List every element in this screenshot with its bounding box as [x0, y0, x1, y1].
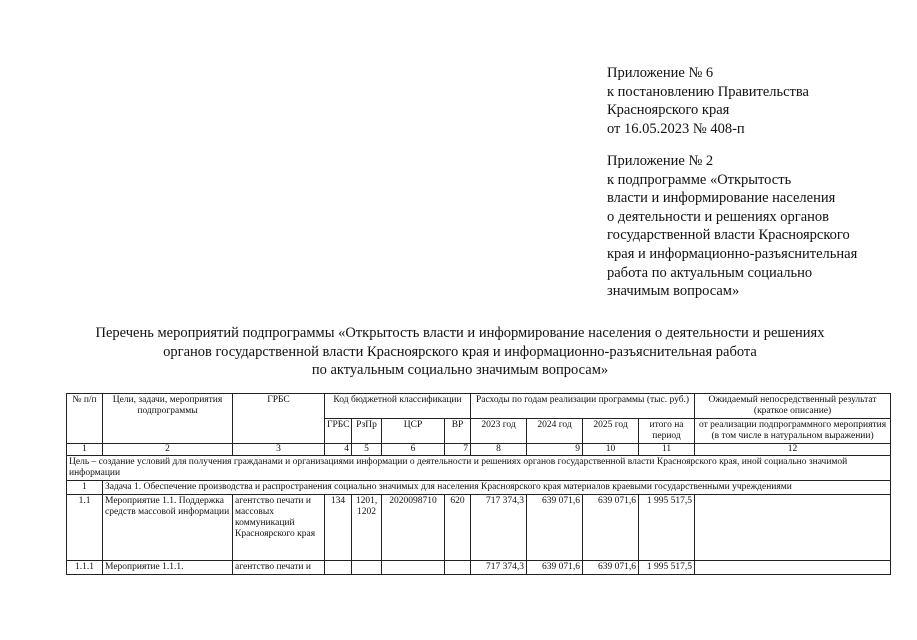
appendix-2-line: к подпрограмме «Открытость: [607, 171, 792, 188]
subheader-total: итого на период: [639, 419, 695, 444]
row-grbs: агентство печати и: [233, 561, 325, 575]
subheader-result: от реализации подпрограммного мероприятия (в том числе в натуральном выражении): [695, 419, 891, 444]
row-2023: 717 374,3: [471, 561, 527, 575]
document-heading: [40, 324, 880, 380]
column-number: 10: [583, 444, 639, 456]
task-text: Задача 1. Обеспечение производства и распространения социально значимых для населения Красноярского края материалов краевыми государственными учреждениями: [103, 481, 891, 495]
row-vr: 620: [445, 495, 471, 561]
column-number: 2: [103, 444, 233, 456]
goal-row: [67, 456, 891, 481]
appendix-6-line: к постановлению Правительства: [607, 83, 809, 100]
column-numbers-row: [67, 444, 891, 456]
row-rzpr: [352, 561, 382, 575]
appendix-6-line: от 16.05.2023 № 408-п: [607, 120, 745, 137]
header-budget-code: Код бюджетной классификации: [325, 394, 471, 419]
appendix-6-line: Красноярского края: [607, 102, 730, 119]
appendix-2-line: Приложение № 2: [607, 153, 714, 169]
appendix-2-block: [607, 152, 857, 301]
column-number: 8: [471, 444, 527, 456]
heading-line: органов государственной власти Красноярского края и информационно-разъяснительная работа: [163, 343, 757, 360]
row-2024: 639 071,6: [527, 561, 583, 575]
appendix-2-line: государственной власти Красноярского: [607, 227, 850, 244]
task-row: [67, 481, 891, 495]
row-result: [695, 495, 891, 561]
subheader-csr: ЦСР: [382, 419, 445, 444]
appendix-2-line: о деятельности и решениях органов: [607, 208, 829, 225]
column-number: 4: [325, 444, 352, 456]
row-num: 1.1.1: [67, 561, 103, 575]
row-code-grbs: [325, 561, 352, 575]
row-activity: Мероприятие 1.1. Поддержка средств массовой информации: [103, 495, 233, 561]
row-total: 1 995 517,5: [639, 495, 695, 561]
appendix-2-line: работа по актуальным социально: [607, 264, 813, 281]
column-number: 11: [639, 444, 695, 456]
row-2025: 639 071,6: [583, 495, 639, 561]
table-row: [67, 561, 891, 575]
appendix-6-line: Приложение № 6: [607, 65, 714, 81]
appendix-2-line: значимым вопросам»: [607, 283, 740, 300]
activities-table: [66, 393, 891, 575]
column-number: 12: [695, 444, 891, 456]
task-num: 1: [67, 481, 103, 495]
row-vr: [445, 561, 471, 575]
table-header-row: [67, 394, 891, 419]
header-grbs: ГРБС: [233, 394, 325, 444]
subheader-2025: 2025 год: [583, 419, 639, 444]
column-number: 6: [382, 444, 445, 456]
row-csr: [382, 561, 445, 575]
column-number: 3: [233, 444, 325, 456]
goal-text: Цель – создание условий для получения гражданами и организациями информации о деятельности и решениях органов государственной власти Красноярского края, иной социально значимой информации: [67, 456, 891, 481]
subheader-2024: 2024 год: [527, 419, 583, 444]
row-code-grbs: 134: [325, 495, 352, 561]
row-total: 1 995 517,5: [639, 561, 695, 575]
header-result: Ожидаемый непосредственный результат (краткое описание): [695, 394, 891, 419]
row-num: 1.1: [67, 495, 103, 561]
header-num: № п/п: [67, 394, 103, 444]
row-csr: 2020098710: [382, 495, 445, 561]
appendix-2-line: власти и информирование населения: [607, 190, 836, 207]
subheader-vr: ВР: [445, 419, 471, 444]
row-activity: Мероприятие 1.1.1.: [103, 561, 233, 575]
subheader-grbs: ГРБС: [325, 419, 352, 444]
heading-line: по актуальным социально значимым вопросам»: [311, 362, 609, 378]
appendix-2-line: края и информационно-разъяснительная: [607, 245, 858, 262]
header-goals: Цели, задачи, мероприятия подпрограммы: [103, 394, 233, 444]
row-grbs: агентство печати и массовых коммуникаций Красноярского края: [233, 495, 325, 561]
appendix-6-block: [607, 64, 809, 138]
table-row: [67, 495, 891, 561]
header-expenses: Расходы по годам реализации программы (тыс. руб.): [471, 394, 695, 419]
heading-line: Перечень мероприятий подпрограммы «Открытость власти и информирование населения о деятельности и решениях: [95, 325, 825, 341]
row-rzpr: 1201, 1202: [352, 495, 382, 561]
subheader-rzpr: РзПр: [352, 419, 382, 444]
row-2023: 717 374,3: [471, 495, 527, 561]
column-number: 7: [445, 444, 471, 456]
column-number: 5: [352, 444, 382, 456]
row-result: [695, 561, 891, 575]
subheader-2023: 2023 год: [471, 419, 527, 444]
column-number: 1: [67, 444, 103, 456]
row-2025: 639 071,6: [583, 561, 639, 575]
column-number: 9: [527, 444, 583, 456]
row-2024: 639 071,6: [527, 495, 583, 561]
